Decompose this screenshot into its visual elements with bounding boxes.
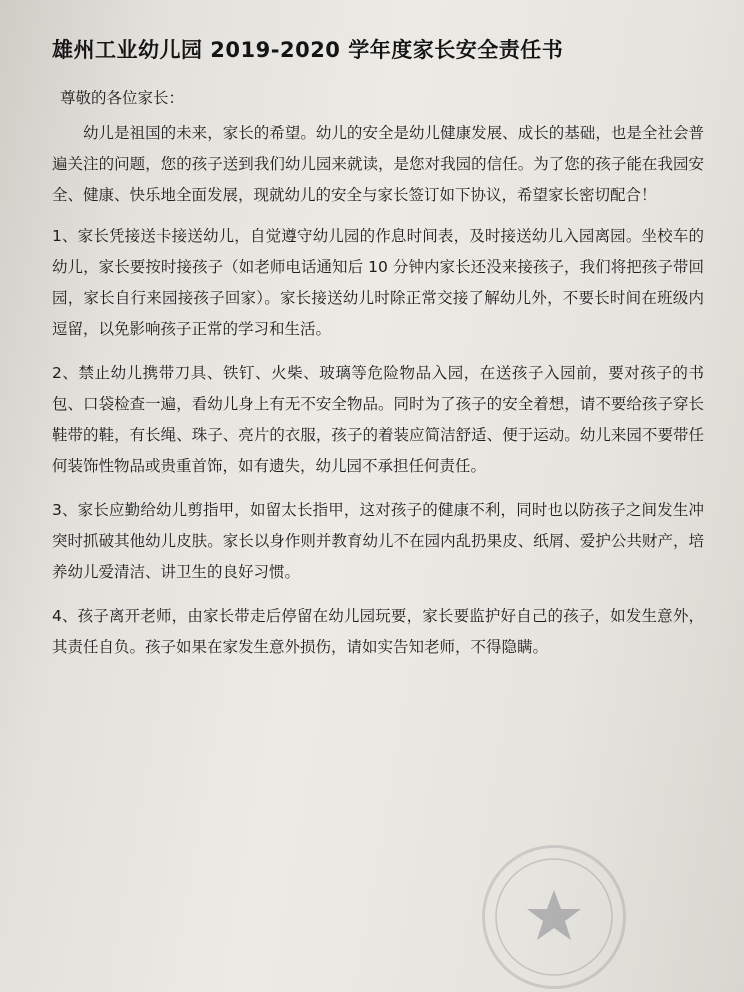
- official-seal: [482, 845, 626, 989]
- clause-4: 4、孩子离开老师，由家长带走后停留在幼儿园玩要，家长要监护好自己的孩子，如发生意外，其责任自负。孩子如果在家发生意外损伤，请如实告知老师，不得隐瞒。: [52, 607, 704, 656]
- clause-2: 2、禁止幼儿携带刀具、铁钉、火柴、玻璃等危险物品入园，在送孩子入园前，要对孩子的书包、口袋检查一遍，看幼儿身上有无不安全物品。同时为了孩子的安全着想，请不要给孩子穿长鞋带的鞋，有长绳、珠子、亮片的衣服，孩子的着装应简洁舒适、便于运动。幼儿来园不要带任何装饰性物品或贵重首饰，如有遗失，幼儿园不承担任何责任。: [52, 364, 704, 475]
- document-title: 雄州工业幼儿园 2019-2020 学年度家长安全责任书: [52, 38, 564, 62]
- star-seal-icon: [485, 848, 623, 986]
- intro-paragraph: 幼儿是祖国的未来，家长的希望。幼儿的安全是幼儿健康发展、成长的基础，也是全社会普遍关注的问题，您的孩子送到我们幼儿园来就读，是您对我园的信任。为了您的孩子能在我园安全、健康、快乐地全面发展，现就幼儿的安全与家长签订如下协议，希望家长密切配合！: [52, 124, 704, 204]
- clause-1: 1、家长凭接送卡接送幼儿，自觉遵守幼儿园的作息时间表，及时接送幼儿入园离园。坐校车的幼儿，家长要按时接孩子（如老师电话通知后 10 分钟内家长还没来接孩子，我们将把孩子带回园，家长自行来园接孩子回家）。家长接送幼儿时除正常交接了解幼儿外，不要长时间在班级内逗留，以免影响孩子正常的学习和生活。: [52, 227, 704, 338]
- clause-3: 3、家长应勤给幼儿剪指甲，如留太长指甲，这对孩子的健康不利，同时也以防孩子之间发生冲突时抓破其他幼儿皮肤。家长以身作则并教育幼儿不在园内乱扔果皮、纸屑、爱护公共财产，培养幼儿爱清洁、讲卫生的良好习惯。: [52, 501, 704, 581]
- salutation: 尊敬的各位家长：: [60, 89, 185, 107]
